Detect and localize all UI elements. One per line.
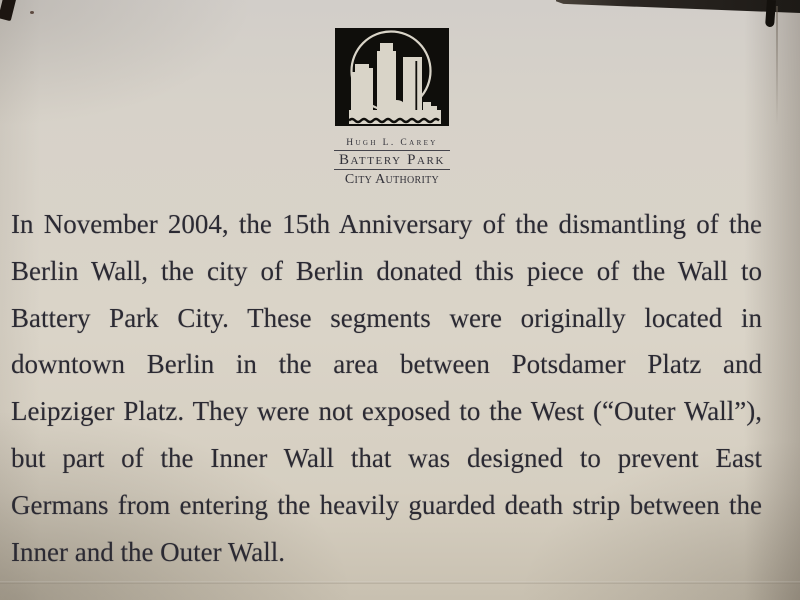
plaque-line: Leipziger Platz. They were not exposed to the West (“Outer Wall”), <box>11 396 762 427</box>
bpca-logo-wordmark <box>332 137 452 187</box>
plaque-line: Germans from entering the heavily guarded death strip between the <box>11 489 762 520</box>
mounting-clip-left <box>0 0 17 21</box>
plaque-line: Berlin Wall, the city of Berlin donated this piece of the Wall to <box>11 255 762 286</box>
dust-speck <box>30 11 34 14</box>
battery-park-city-skyline-icon <box>335 28 449 126</box>
logo-name-battery-park: Battery Park <box>338 152 446 168</box>
logo-name-hugh-l-carey: Hugh L. Carey <box>346 138 438 148</box>
plaque-line: downtown Berlin in the area between Potsdamer Platz and <box>11 349 762 380</box>
plaque-line: but part of the Inner Wall that was designed to prevent East <box>11 442 762 473</box>
logo-name-city-authority: City Authority <box>344 172 440 187</box>
plaque-paragraph <box>11 201 762 575</box>
paper-crease-line <box>0 581 800 584</box>
top-edge-shadow-band <box>556 0 800 13</box>
mounting-clip-right <box>765 0 776 27</box>
logo-rule-top <box>334 150 450 151</box>
plaque-line: Inner and the Outer Wall. <box>11 536 285 567</box>
sign-edge-line <box>776 6 778 126</box>
plaque-line: In November 2004, the 15th Anniversary of the dismantling of the <box>11 209 762 239</box>
plaque-line: Battery Park City. These segments were originally located in <box>11 302 762 333</box>
logo-rule-bottom <box>334 169 450 170</box>
